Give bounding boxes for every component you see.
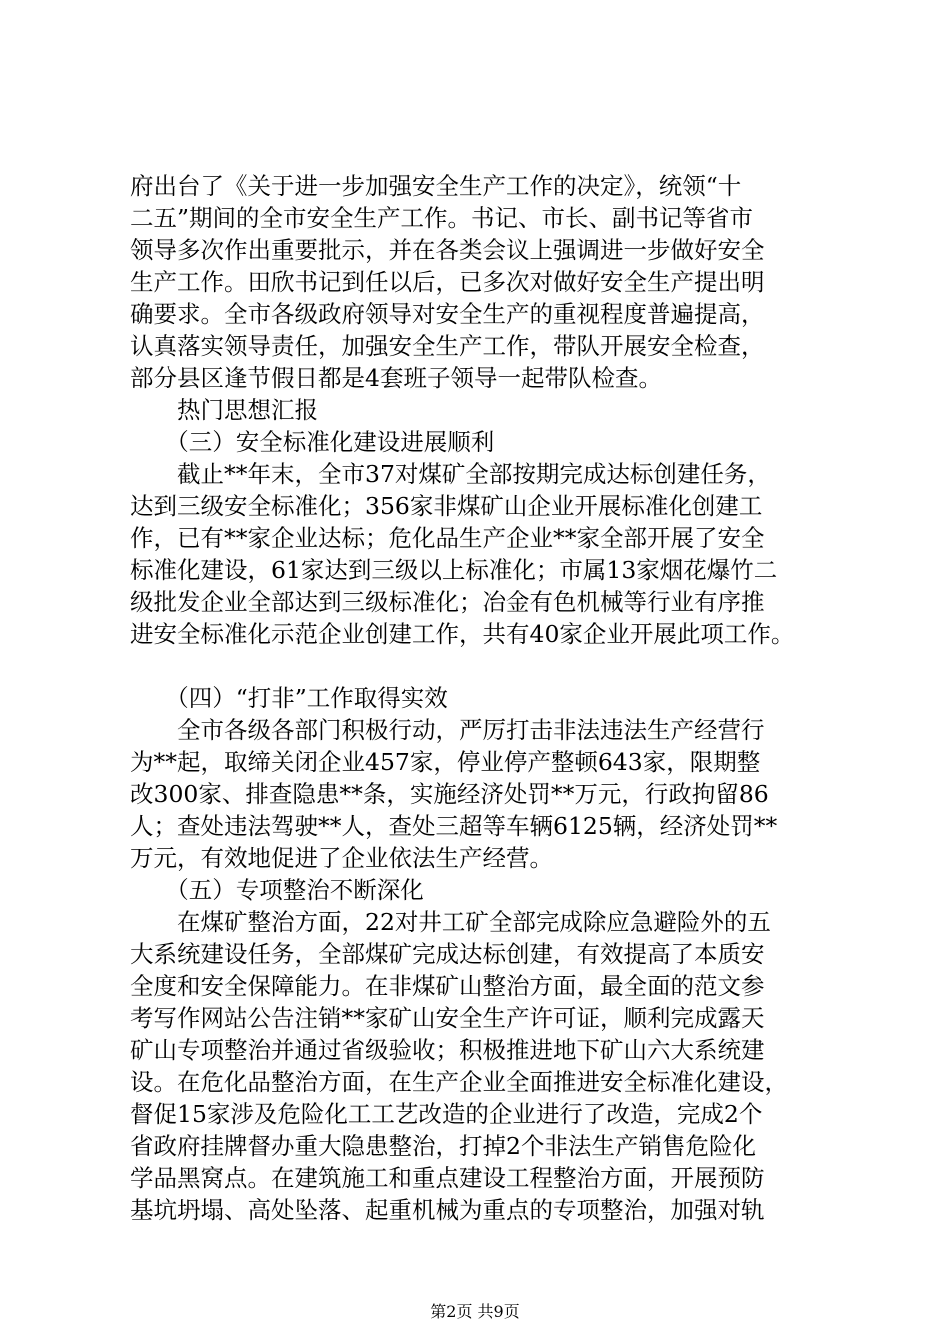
text-line: 大系统建设任务，全部煤矿完成达标创建，有效提高了本质安 — [130, 940, 765, 968]
text-line: 领导多次作出重要批示，并在各类会议上强调进一步做好安全 — [130, 236, 765, 264]
text-line: 部分县区逢节假日都是4套班子领导一起带队检查。 — [130, 364, 662, 392]
text-line: 确要求。全市各级政府领导对安全生产的重视程度普遍提高， — [130, 300, 765, 328]
text-line: 级批发企业全部达到三级标准化；冶金有色机械等行业有序推 — [130, 588, 765, 616]
text-line: 府出台了《关于进一步加强安全生产工作的决定》，统领“十 — [130, 172, 742, 200]
text-line: 省政府挂牌督办重大隐患整治，打掉2个非法生产销售危险化 — [130, 1132, 756, 1160]
text-line: 矿山专项整治并通过省级验收；积极推进地下矿山六大系统建 — [130, 1036, 765, 1064]
text-line: 全度和安全保障能力。在非煤矿山整治方面，最全面的范文参 — [130, 972, 765, 1000]
section-label: 热门思想汇报 — [130, 396, 318, 424]
text-line: 学品黑窝点。在建筑施工和重点建设工程整治方面，开展预防 — [130, 1164, 765, 1192]
text-line: 考写作网站公告注销**家矿山安全生产许可证，顺利完成露天 — [130, 1004, 765, 1032]
text-line: 在煤矿整治方面，22对井工矿全部完成除应急避险外的五 — [130, 908, 771, 936]
section-heading: （四）“打非”工作取得实效 — [130, 684, 448, 712]
body-text — [130, 170, 842, 1226]
text-line: 生产工作。田欣书记到任以后，已多次对做好安全生产提出明 — [130, 268, 765, 296]
text-line: 达到三级安全标准化；356家非煤矿山企业开展标准化创建工 — [130, 492, 763, 520]
section-heading: （五）专项整治不断深化 — [130, 876, 424, 904]
text-line: 基坑坍塌、高处坠落、起重机械为重点的专项整治，加强对轨 — [130, 1196, 765, 1224]
text-line: 作，已有**家企业达标；危化品生产企业**家全部开展了安全 — [130, 524, 765, 552]
text-line: 人；查处违法驾驶**人，查处三超等车辆6125辆，经济处罚** — [130, 812, 778, 840]
text-line: 认真落实领导责任，加强安全生产工作，带队开展安全检查， — [130, 332, 765, 360]
page-number-footer: 第2页 共9页 — [430, 1302, 520, 1321]
text-line: 二五”期间的全市安全生产工作。书记、市长、副书记等省市 — [130, 204, 754, 232]
text-line: 截止**年末，全市37对煤矿全部按期完成达标创建任务， — [130, 460, 771, 488]
text-line: 督促15家涉及危险化工工艺改造的企业进行了改造，完成2个 — [130, 1100, 763, 1128]
text-line: 标准化建设，61家达到三级以上标准化；市属13家烟花爆竹二 — [130, 556, 778, 584]
text-line: 万元，有效地促进了企业依法生产经营。 — [130, 844, 553, 872]
text-line: 设。在危化品整治方面，在生产企业全面推进安全标准化建设， — [130, 1068, 788, 1096]
text-line: 进安全标准化示范企业创建工作，共有40家企业开展此项工作。 — [130, 620, 795, 648]
text-line: 全市各级各部门积极行动，严厉打击非法违法生产经营行 — [130, 716, 765, 744]
text-line: 改300家、排查隐患**条，实施经济处罚**万元，行政拘留86 — [130, 780, 769, 808]
section-heading: （三）安全标准化建设进展顺利 — [130, 428, 495, 456]
text-line: 为**起，取缔关闭企业457家，停业停产整顿643家，限期整 — [130, 748, 761, 776]
blank-line — [130, 650, 842, 682]
